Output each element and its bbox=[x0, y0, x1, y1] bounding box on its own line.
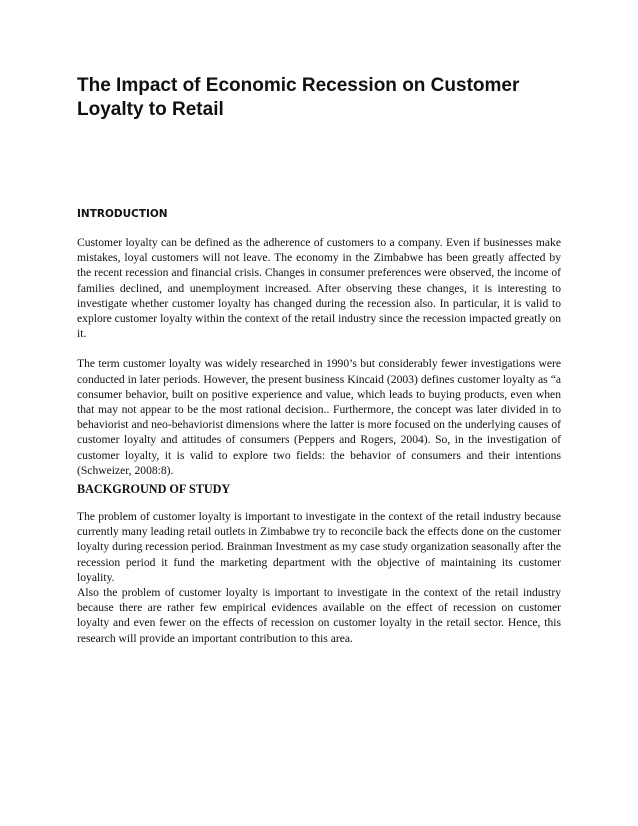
background-paragraph-2: Also the problem of customer loyalty is important to investigate in the context of the retail industry because there are rather few empirical evidences available on the effect of recession on customer loyalty and even fewer on the effects of recession on customer loyalty in the retail sector. Hence, this research will provide an important contribution to this area. bbox=[77, 586, 561, 645]
introduction-body bbox=[77, 235, 561, 478]
section-heading-introduction: INTRODUCTION bbox=[77, 208, 168, 220]
background-body bbox=[77, 509, 561, 646]
section-heading-background: BACKGROUND OF STUDY bbox=[77, 482, 231, 496]
introduction-paragraph-2: The term customer loyalty was widely researched in 1990’s but considerably fewer investigations were conducted in later periods. However, the present business Kincaid (2003) defines customer loyalty as “a consumer behavior, built on positive experience and value, which leads to buying products, even when that may not appear to be the most rational decision.. Furthermore, the concept was later divided in to behaviorist and neo-behaviorist dimensions where the latter is more focused on the underlying causes of customer loyalty and attitudes of consumers (Peppers and Rogers, 2004). So, in the investigation of customer loyalty, it is valid to explore two fields: the behavior of consumers and their intentions (Schweizer, 2008:8). bbox=[77, 357, 561, 477]
introduction-paragraph-1: Customer loyalty can be defined as the adherence of customers to a company. Even if businesses make mistakes, loyal customers will not leave. The economy in the Zimbabwe has been greatly affected by the recent recession and financial crisis. Changes in consumer preferences were observed, the income of families declined, and unemployment increased. After observing these changes, it is interesting to investigate whether customer loyalty has changed during the recession also. In particular, it is valid to explore customer loyalty within the context of the retail industry since the recession impacted greatly on it. bbox=[77, 236, 561, 341]
background-paragraph-1: The problem of customer loyalty is important to investigate in the context of the retail industry because currently many leading retail outlets in Zimbabwe try to reconcile back the effects done on the customer loyalty during recession period. Brainman Investment as my case study organization seasonally after the recession period it fund the marketing department with the objective of maintaining its customer loyality. bbox=[77, 510, 562, 584]
document-title: The Impact of Economic Recession on Customer Loyalty to Retail bbox=[77, 75, 520, 120]
